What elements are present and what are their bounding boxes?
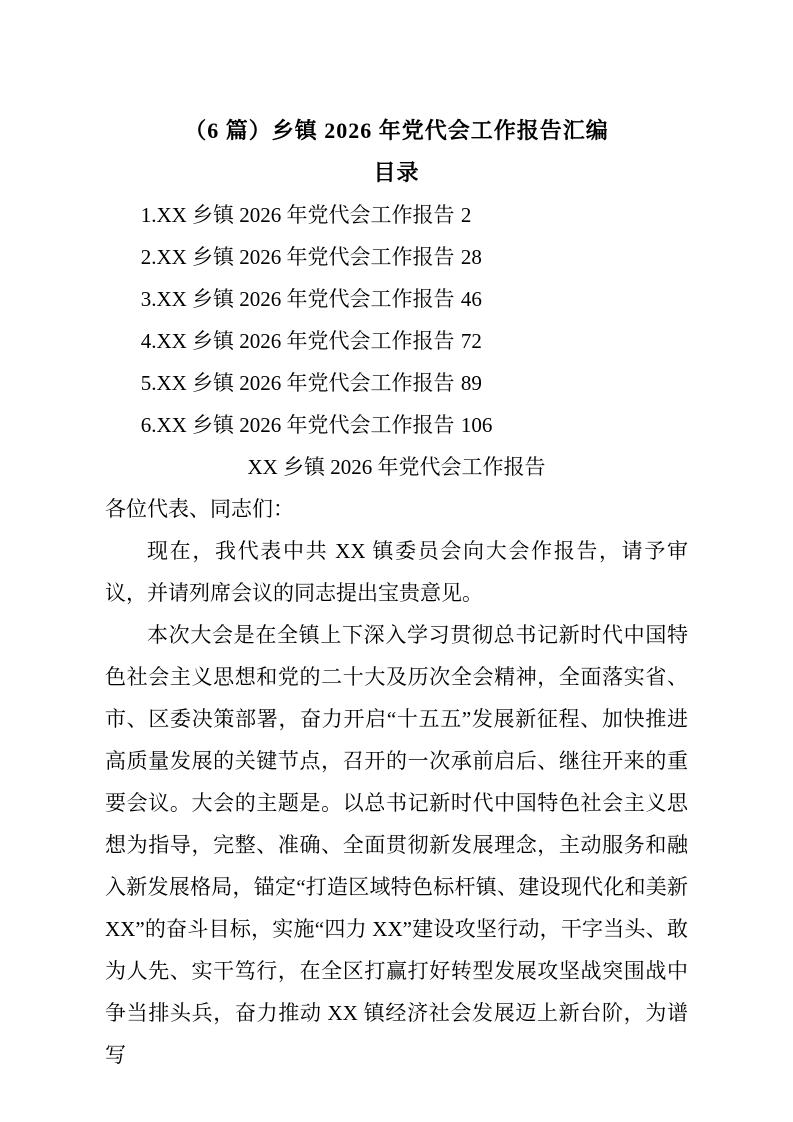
- toc-item: [105, 320, 688, 362]
- toc-item-label: 1.XX 乡镇 2026 年党代会工作报告: [140, 203, 455, 227]
- toc-page-number: 72: [460, 329, 482, 353]
- toc-item-label: 5.XX 乡镇 2026 年党代会工作报告: [140, 371, 455, 395]
- document-title: （6 篇）乡镇 2026 年党代会工作报告汇编: [184, 118, 609, 143]
- toc-page-number: 2: [460, 203, 472, 227]
- report-title: XX 乡镇 2026 年党代会工作报告: [247, 455, 546, 479]
- toc-item: [105, 278, 688, 320]
- salutation-paragraph: 各位代表、同志们：: [105, 497, 294, 521]
- body-paragraph: 现在，我代表中共 XX 镇委员会向大会作报告，请予审议，并请列席会议的同志提出宝贵意见。: [105, 539, 688, 605]
- toc-item-label: 4.XX 乡镇 2026 年党代会工作报告: [140, 329, 455, 353]
- toc-item: [105, 236, 688, 278]
- toc-item-label: 6.XX 乡镇 2026 年党代会工作报告: [140, 413, 455, 437]
- toc-page-number: 106: [460, 413, 493, 437]
- toc-item: [105, 404, 688, 446]
- toc-page-number: 46: [460, 287, 482, 311]
- toc-item-label: 3.XX 乡镇 2026 年党代会工作报告: [140, 287, 455, 311]
- toc-item: [105, 362, 688, 404]
- toc-heading: 目录: [373, 160, 420, 185]
- toc-page-number: 28: [460, 245, 482, 269]
- body-paragraph: 本次大会是在全镇上下深入学习贯彻总书记新时代中国特色社会主义思想和党的二十大及历次全会精神，全面落实省、市、区委决策部署，奋力开启“十五五”发展新征程、加快推进高质量发展的关键节点，召开的一次承前启后、继往开来的重要会议。大会的主题是。以总书记新时代中国特色社会主义思想为指导，完整、准确、全面贯彻新发展理念，主动服务和融入新发展格局，锚定“打造区域特色标杆镇、建设现代化和美新 XX”的奋斗目标，实施“四力 XX”建设攻坚行动，干字当头、敢为人先、实干笃行，在全区打赢打好转型发展攻坚战突围战中争当排头兵，奋力推动 XX 镇经济社会发展迈上新台阶，为谱写: [105, 623, 688, 1067]
- toc-item-label: 2.XX 乡镇 2026 年党代会工作报告: [140, 245, 455, 269]
- toc-list: [105, 194, 688, 446]
- toc-page-number: 89: [460, 371, 482, 395]
- toc-item: [105, 194, 688, 236]
